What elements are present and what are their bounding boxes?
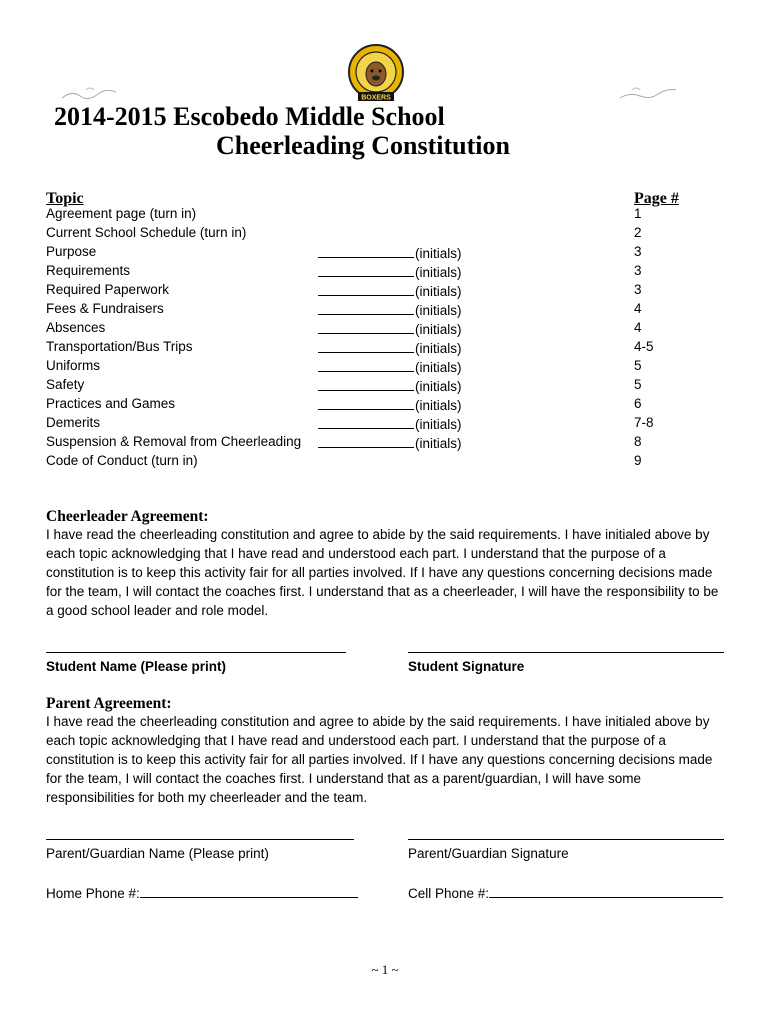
initials-label: (initials) — [415, 379, 462, 394]
initials-field[interactable] — [318, 301, 462, 318]
toc-row — [0, 395, 770, 414]
student-signature-line[interactable] — [408, 652, 724, 653]
decorative-flourish-left — [60, 84, 120, 104]
initials-blank[interactable] — [318, 244, 414, 258]
initials-field[interactable] — [318, 244, 462, 261]
toc-page-number: 3 — [634, 244, 642, 259]
toc-row — [0, 224, 770, 243]
toc-page-number: 5 — [634, 377, 642, 392]
toc-row — [0, 376, 770, 395]
initials-blank[interactable] — [318, 358, 414, 372]
initials-label: (initials) — [415, 265, 462, 280]
initials-label: (initials) — [415, 436, 462, 451]
toc-row — [0, 452, 770, 471]
school-logo — [346, 44, 406, 102]
initials-label: (initials) — [415, 417, 462, 432]
cheerleader-agreement-heading: Cheerleader Agreement: — [46, 508, 209, 525]
initials-field[interactable] — [318, 320, 462, 337]
initials-field[interactable] — [318, 358, 462, 375]
initials-label: (initials) — [415, 303, 462, 318]
toc-topic: Current School Schedule (turn in) — [46, 225, 247, 240]
initials-label: (initials) — [415, 360, 462, 375]
initials-blank[interactable] — [318, 396, 414, 410]
toc-topic: Uniforms — [46, 358, 101, 373]
toc-topic: Requirements — [46, 263, 131, 278]
initials-blank[interactable] — [318, 434, 414, 448]
initials-blank[interactable] — [318, 415, 414, 429]
logo-text: BOXERS — [361, 94, 391, 102]
toc-page-number: 2 — [634, 225, 642, 240]
initials-field[interactable] — [318, 263, 462, 280]
toc-page-number: 8 — [634, 434, 642, 449]
toc-row — [0, 205, 770, 224]
cell-phone-field[interactable] — [408, 884, 723, 901]
toc-topic-heading: Topic — [46, 190, 84, 207]
toc-row — [0, 281, 770, 300]
initials-label: (initials) — [415, 246, 462, 261]
parent-agreement-text: I have read the cheerleading constitution and agree to abide by the said requirements. I have initialed above by each topic acknowledging that I have read and understood each part. I understand that the purpose of a constitution is to keep this activity fair for all parties involved. If I have any questions concerning decisions made for the team, I will contact the coaches first. I understand that as a parent/guardian, I will have some responsibilities for both my cheerleader and the team. — [46, 714, 713, 805]
initials-field[interactable] — [318, 339, 462, 356]
initials-label: (initials) — [415, 398, 462, 413]
toc-row — [0, 262, 770, 281]
toc-row — [0, 414, 770, 433]
document-title-line1: 2014-2015 Escobedo Middle School — [54, 102, 445, 131]
toc-page-number: 3 — [634, 263, 642, 278]
toc-page-number: 1 — [634, 206, 642, 221]
initials-field[interactable] — [318, 434, 462, 451]
toc-topic: Absences — [46, 320, 106, 335]
initials-label: (initials) — [415, 322, 462, 337]
toc-topic: Agreement page (turn in) — [46, 206, 197, 221]
home-phone-label: Home Phone #: — [46, 886, 140, 901]
parent-name-label: Parent/Guardian Name (Please print) — [46, 846, 269, 861]
toc-page-heading: Page # — [634, 190, 679, 207]
toc-page-number: 4-5 — [634, 339, 654, 354]
cell-phone-label: Cell Phone #: — [408, 886, 490, 901]
initials-blank[interactable] — [318, 301, 414, 315]
parent-agreement-heading: Parent Agreement: — [46, 695, 172, 712]
toc-topic: Fees & Fundraisers — [46, 301, 164, 316]
table-of-contents — [0, 205, 770, 471]
toc-topic: Transportation/Bus Trips — [46, 339, 193, 354]
toc-topic: Purpose — [46, 244, 97, 259]
toc-page-number: 4 — [634, 320, 642, 335]
toc-row — [0, 338, 770, 357]
toc-topic: Code of Conduct (turn in) — [46, 453, 198, 468]
initials-blank[interactable] — [318, 377, 414, 391]
decorative-flourish-right — [618, 84, 678, 104]
toc-page-number: 3 — [634, 282, 642, 297]
toc-row — [0, 357, 770, 376]
toc-row — [0, 243, 770, 262]
toc-row — [0, 300, 770, 319]
cell-phone-blank[interactable] — [489, 884, 723, 898]
page-number: ~ 1 ~ — [371, 962, 399, 977]
toc-page-number: 9 — [634, 453, 642, 468]
student-signature-label: Student Signature — [408, 659, 525, 674]
initials-field[interactable] — [318, 282, 462, 299]
toc-topic: Required Paperwork — [46, 282, 170, 297]
initials-field[interactable] — [318, 396, 462, 413]
toc-topic: Practices and Games — [46, 396, 176, 411]
student-name-label: Student Name (Please print) — [46, 659, 227, 674]
initials-blank[interactable] — [318, 282, 414, 296]
toc-topic: Demerits — [46, 415, 101, 430]
toc-page-number: 4 — [634, 301, 642, 316]
toc-row — [0, 433, 770, 452]
initials-blank[interactable] — [318, 263, 414, 277]
toc-page-number: 6 — [634, 396, 642, 411]
initials-blank[interactable] — [318, 320, 414, 334]
initials-label: (initials) — [415, 284, 462, 299]
toc-topic: Safety — [46, 377, 85, 392]
initials-label: (initials) — [415, 341, 462, 356]
toc-topic: Suspension & Removal from Cheerleading — [46, 434, 302, 449]
initials-field[interactable] — [318, 415, 462, 432]
parent-name-line[interactable] — [46, 839, 354, 840]
document-title-line2: Cheerleading Constitution — [216, 131, 510, 160]
toc-page-number: 7-8 — [634, 415, 654, 430]
parent-signature-line[interactable] — [408, 839, 724, 840]
cheerleader-agreement-text: I have read the cheerleading constitution and agree to abide by the said requirements. I have initialed above by each topic acknowledging that I have read and understood each part. I understand that the purpose of a constitution is to keep this activity fair for all parties involved. If I have any questions concerning decisions made for the team, I will contact the coaches first. I understand that as a cheerleader, I will have the responsibility to be a good school leader and role model. — [46, 527, 719, 618]
toc-page-number: 5 — [634, 358, 642, 373]
toc-row — [0, 319, 770, 338]
parent-signature-label: Parent/Guardian Signature — [408, 846, 569, 861]
home-phone-field[interactable] — [46, 884, 358, 901]
initials-field[interactable] — [318, 377, 462, 394]
student-name-line[interactable] — [46, 652, 346, 653]
initials-blank[interactable] — [318, 339, 414, 353]
home-phone-blank[interactable] — [140, 884, 358, 898]
